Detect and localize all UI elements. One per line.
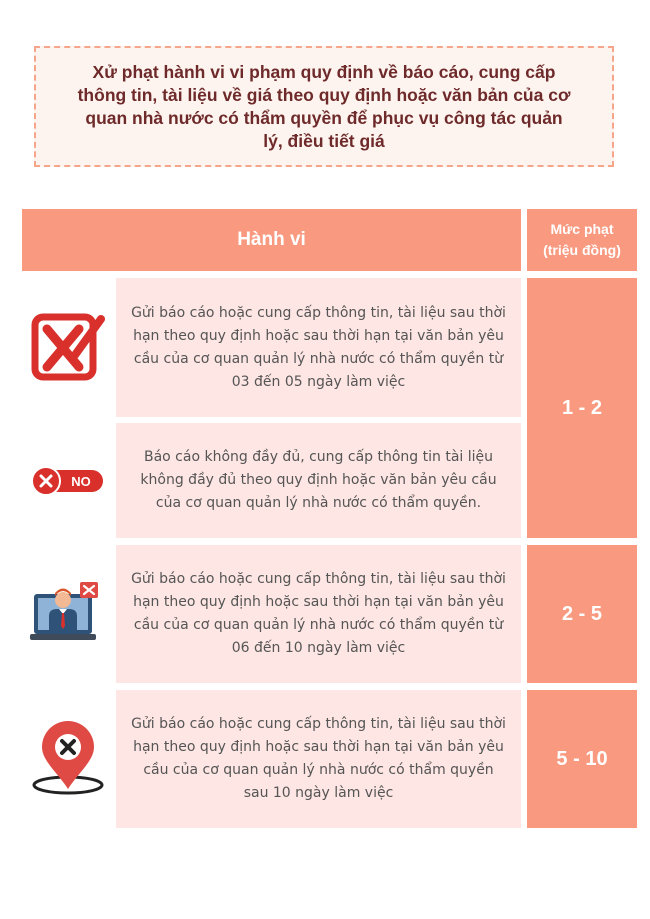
checkbox-x-icon (31, 311, 105, 385)
location-pin-x-icon (28, 719, 108, 799)
row-2-description (116, 423, 521, 538)
header-behavior-label: Hành vi (237, 229, 306, 250)
fine-value-3: 5 - 10 (556, 747, 608, 770)
header-fine-line2: (triệu đồng) (543, 242, 621, 258)
row-3-description (116, 545, 521, 683)
row-4-text: Gửi báo cáo hoặc cung cấp thông tin, tài liệu sau thời hạn theo quy định hoặc sau thời hạn tại văn bản yêu cầu của cơ quan quản lý nhà nước có thẩm quyền sau 10 ngày làm việc (131, 716, 506, 801)
row-4-description (116, 690, 521, 828)
fine-value-1: 1 - 2 (561, 396, 603, 419)
header-fine-label (543, 219, 621, 261)
row-3-icon-cell (22, 545, 114, 683)
page-title: Xử phạt hành vi vi phạm quy định về báo cáo, cung cấp thông tin, tài liệu về giá theo quy định hoặc văn bản của cơ quan nhà nước có thẩm quyền để phục vụ công tác quản lý, điều tiết giá (77, 61, 571, 151)
row-4-icon-cell (22, 690, 114, 828)
fine-cell-1 (527, 278, 637, 538)
fine-cell-2 (527, 545, 637, 683)
row-1-description (116, 278, 521, 417)
header-behavior (22, 209, 521, 271)
fine-cell-3 (527, 690, 637, 828)
row-2-icon-cell (22, 423, 114, 538)
person-monitor-reject-icon (28, 578, 108, 650)
header-fine (527, 209, 637, 271)
title-box (34, 46, 614, 167)
row-1-text: Gửi báo cáo hoặc cung cấp thông tin, tài liệu sau thời hạn theo quy định hoặc sau thời hạn tại văn bản yêu cầu của cơ quan quản lý nhà nước có thẩm quyền từ 03 đến 05 ngày làm việc (131, 304, 506, 390)
fine-value-2: 2 - 5 (561, 602, 603, 625)
no-badge-icon (31, 464, 105, 498)
row-3-text: Gửi báo cáo hoặc cung cấp thông tin, tài liệu sau thời hạn theo quy định hoặc sau thời hạn tại văn bản yêu cầu của cơ quan quản lý nhà nước có thẩm quyền từ 06 đến 10 ngày làm việc (131, 571, 506, 656)
no-badge-label: NO (71, 473, 91, 489)
header-fine-line1: Mức phạt (550, 221, 614, 237)
row-2-text: Báo cáo không đầy đủ, cung cấp thông tin tài liệu không đầy đủ theo quy định hoặc văn bản yêu cầu của cơ quan quản lý nhà nước có thẩm quyền. (140, 449, 497, 511)
row-1-icon-cell (22, 278, 114, 417)
